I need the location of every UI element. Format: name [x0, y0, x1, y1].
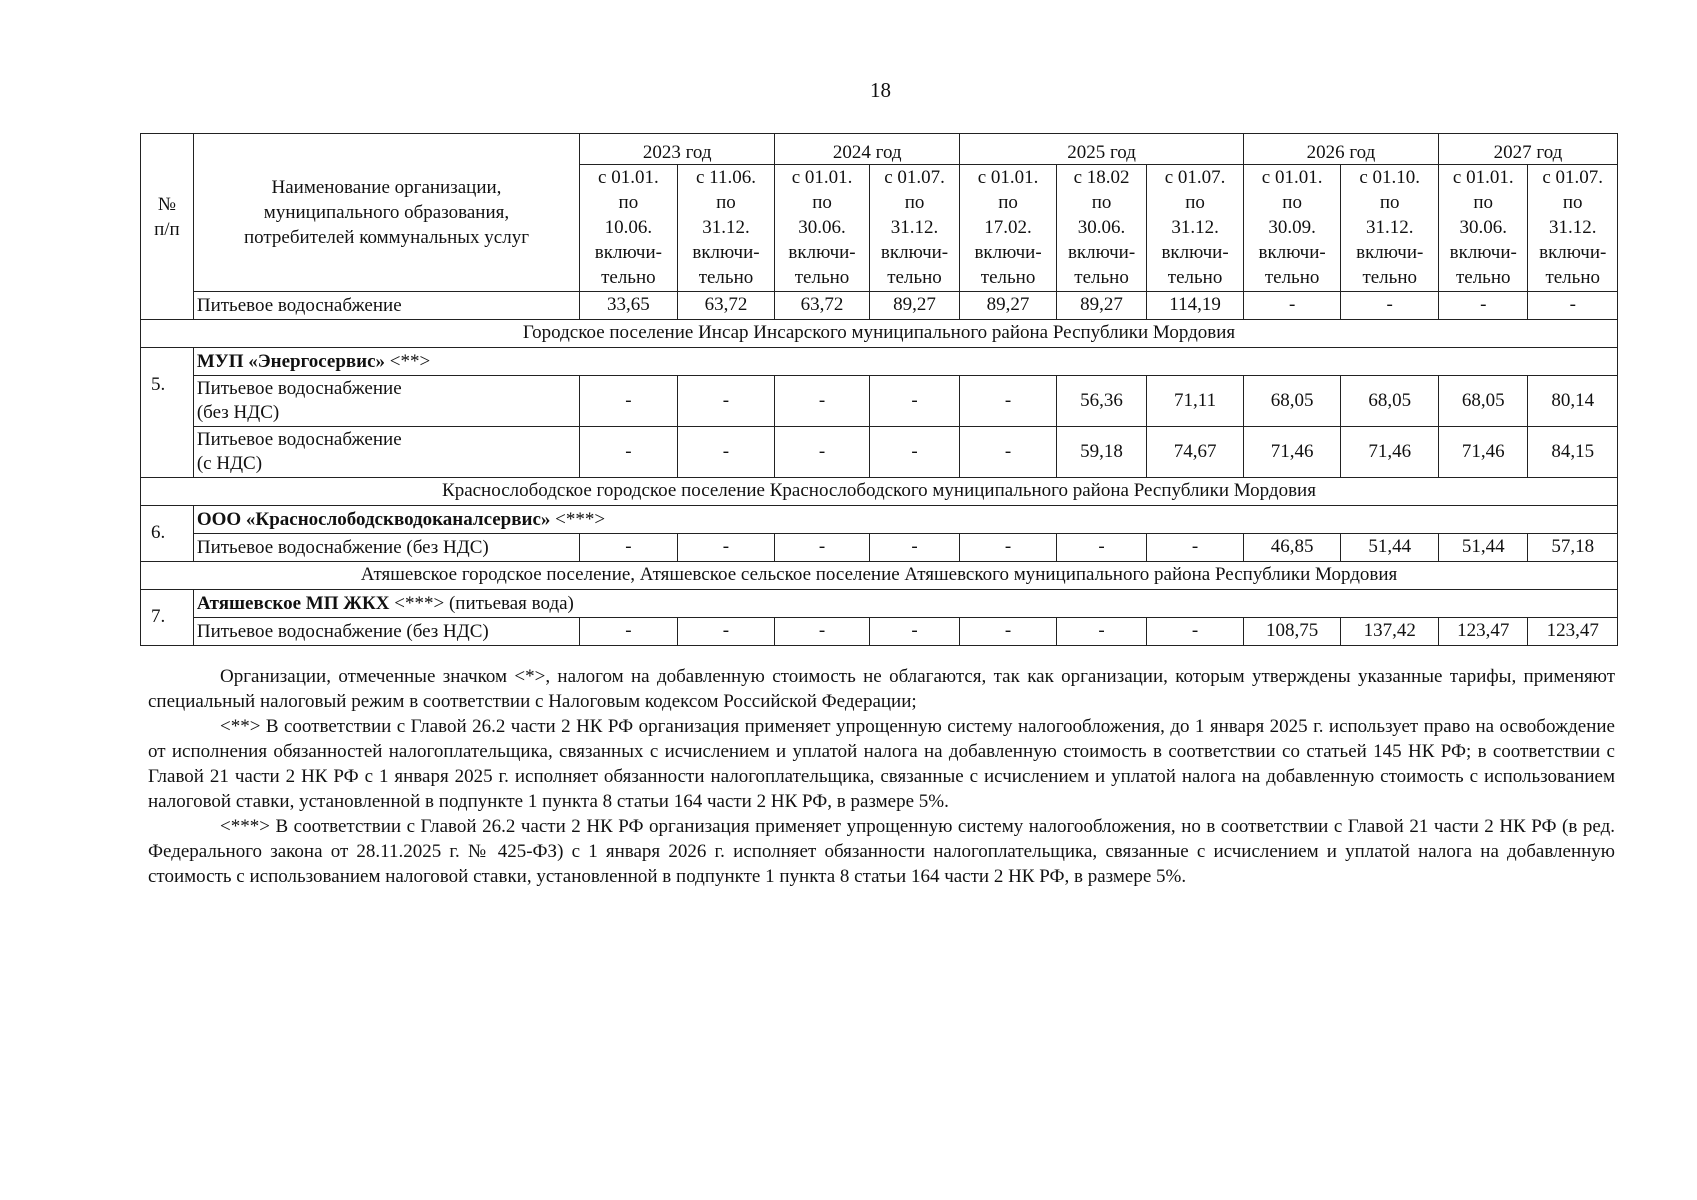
tariff-value: 84,15	[1528, 427, 1618, 478]
period-line: с 01.07.	[1164, 167, 1226, 188]
period-line: включи-	[594, 242, 662, 263]
period-line: по	[812, 192, 832, 213]
tariff-value: 89,27	[1056, 292, 1146, 320]
period-line: тельно	[980, 267, 1036, 288]
period-line: с 18.02	[1073, 167, 1130, 188]
tariff-value: 63,72	[677, 292, 775, 320]
period-header	[1056, 165, 1146, 292]
period-line: 31.12.	[702, 217, 750, 238]
tariff-value: -	[1341, 292, 1439, 320]
tariff-value: -	[775, 534, 870, 562]
tariff-value: 71,46	[1243, 427, 1341, 478]
year-2024: 2024 год	[775, 134, 960, 165]
region-title: Краснослободское городское поселение Краснослободского муниципального района Республики Мордовия	[141, 478, 1618, 506]
tariff-value: -	[1147, 618, 1244, 646]
region-row	[141, 478, 1618, 506]
period-line: тельно	[601, 267, 656, 288]
tariff-value: -	[960, 376, 1057, 427]
row-label: Питьевое водоснабжение (с НДС)	[193, 427, 579, 478]
tariff-value: -	[1056, 618, 1146, 646]
period-line: по	[1379, 192, 1400, 213]
tariff-value: -	[960, 618, 1057, 646]
period-line: по	[1282, 192, 1302, 213]
tariff-value: 68,05	[1439, 376, 1528, 427]
period-line: с 11.06.	[695, 167, 756, 188]
org-name-suffix: <**>	[385, 350, 431, 372]
tariff-value: 68,05	[1341, 376, 1439, 427]
region-title: Городское поселение Инсар Инсарского муниципального района Республики Мордовия	[141, 320, 1618, 348]
tariff-value: -	[677, 534, 775, 562]
tariff-value: -	[960, 534, 1057, 562]
note-1: Организации, отмеченные значком <*>, налогом на добавленную стоимость не облагаются, так как организации, которым утверждены указанные тарифы, применяют специальный налоговый режим в соответствии с Налоговым кодексом Российской Федерации;	[148, 666, 1615, 712]
col-header-number: № п/п	[141, 134, 194, 320]
tariff-value: -	[580, 618, 678, 646]
org-name-suffix: <***> (питьевая вода)	[389, 592, 574, 614]
period-line: тельно	[1362, 267, 1417, 288]
tariff-value: -	[677, 376, 775, 427]
org-name	[193, 506, 1617, 534]
period-line: по	[618, 192, 639, 213]
period-line: по	[1185, 192, 1205, 213]
period-line: тельно	[887, 267, 942, 288]
period-line: по	[716, 192, 736, 213]
region-title: Атяшевское городское поселение, Атяшевское сельское поселение Атяшевского муниципального района Республики Мордовия	[141, 562, 1618, 590]
tariff-value: 56,36	[1056, 376, 1146, 427]
period-line: 17.02.	[984, 217, 1032, 238]
tariff-value: 46,85	[1243, 534, 1341, 562]
period-header	[1341, 165, 1439, 292]
tariff-value: 51,44	[1439, 534, 1528, 562]
period-line: 31.12.	[1548, 217, 1597, 238]
period-line: 31.12.	[1171, 217, 1219, 238]
page-number: 18	[870, 78, 891, 102]
tariff-value: -	[580, 376, 678, 427]
tariff-row	[141, 618, 1618, 646]
period-header	[1147, 165, 1244, 292]
tariff-value: -	[869, 618, 959, 646]
period-header	[775, 165, 870, 292]
org-name-bold: МУП «Энергосервис»	[196, 350, 386, 372]
row-label: Питьевое водоснабжение (без НДС)	[193, 618, 579, 646]
tariff-value: 89,27	[869, 292, 959, 320]
tariff-value: 71,11	[1147, 376, 1244, 427]
period-line: 10.06.	[604, 217, 653, 238]
period-line: по	[1562, 192, 1583, 213]
period-header	[1243, 165, 1341, 292]
period-header	[677, 165, 775, 292]
region-row	[141, 562, 1618, 590]
tariff-value: 80,14	[1528, 376, 1618, 427]
period-header	[580, 165, 678, 292]
tariff-value: 74,67	[1147, 427, 1244, 478]
period-line: по	[1091, 192, 1112, 213]
period-line: тельно	[1167, 267, 1223, 288]
org-row	[141, 590, 1618, 618]
tariff-row	[141, 534, 1618, 562]
row-label: Питьевое водоснабжение (без НДС)	[193, 376, 579, 427]
period-line: тельно	[1545, 267, 1600, 288]
org-row	[141, 348, 1618, 376]
period-line: включи-	[692, 242, 760, 263]
row-label: Питьевое водоснабжение (без НДС)	[193, 534, 579, 562]
org-name-bold: Атяшевское МП ЖКХ	[196, 592, 390, 614]
tariff-row	[141, 376, 1618, 427]
org-name	[193, 348, 1617, 376]
tariff-value: 33,65	[580, 292, 678, 320]
period-line: включи-	[1161, 242, 1229, 263]
period-line: включи-	[1539, 242, 1607, 263]
tariff-value: -	[869, 376, 959, 427]
period-header	[869, 165, 959, 292]
tariff-value: -	[677, 427, 775, 478]
period-line: с 01.01.	[1452, 167, 1514, 188]
period-line: 30.06.	[1077, 217, 1126, 238]
tariff-value: -	[580, 427, 678, 478]
period-line: 31.12.	[890, 217, 939, 238]
tariff-value: -	[580, 534, 678, 562]
tariff-value: -	[960, 427, 1057, 478]
org-number: 6.	[141, 506, 194, 562]
period-header	[960, 165, 1057, 292]
period-line: 31.12.	[1365, 217, 1414, 238]
tariff-value: -	[1528, 292, 1618, 320]
period-line: включи-	[788, 242, 856, 263]
tariff-value: 63,72	[775, 292, 870, 320]
year-2026: 2026 год	[1243, 134, 1438, 165]
tariff-value: 89,27	[960, 292, 1057, 320]
period-line: тельно	[1455, 267, 1511, 288]
period-line: тельно	[1074, 267, 1129, 288]
period-line: с 01.01.	[977, 167, 1039, 188]
tariff-value: -	[1147, 534, 1244, 562]
tariff-value: 114,19	[1147, 292, 1244, 320]
org-name-suffix: <***>	[550, 508, 606, 530]
tariff-value: 59,18	[1056, 427, 1146, 478]
period-line: с 01.07.	[884, 167, 945, 188]
tariff-value: -	[677, 618, 775, 646]
tariff-value: -	[1243, 292, 1341, 320]
period-line: с 01.01.	[598, 167, 659, 188]
period-line: тельно	[1264, 267, 1320, 288]
period-line: тельно	[698, 267, 754, 288]
tariff-row	[141, 427, 1618, 478]
tariff-value: -	[869, 427, 959, 478]
period-line: с 01.10.	[1359, 167, 1421, 188]
period-line: 30.09.	[1268, 217, 1316, 238]
period-line: включи-	[1067, 242, 1136, 263]
tariff-value: 71,46	[1341, 427, 1439, 478]
period-line: по	[1473, 192, 1494, 213]
period-line: включи-	[1449, 242, 1517, 263]
year-2025: 2025 год	[960, 134, 1244, 165]
tariff-value: 51,44	[1341, 534, 1439, 562]
footnotes	[148, 664, 1615, 889]
tariff-value: 137,42	[1341, 618, 1439, 646]
period-line: включи-	[974, 242, 1042, 263]
tariff-value: -	[869, 534, 959, 562]
tariff-value: 108,75	[1243, 618, 1341, 646]
region-row	[141, 320, 1618, 348]
tariff-value: 123,47	[1528, 618, 1618, 646]
org-number: 5.	[141, 348, 194, 478]
period-line: с 01.01.	[1261, 167, 1323, 188]
period-line: тельно	[794, 267, 850, 288]
tariff-value: 71,46	[1439, 427, 1528, 478]
period-line: 30.06.	[1459, 217, 1507, 238]
tariff-value: -	[1439, 292, 1528, 320]
tariff-value: -	[775, 618, 870, 646]
period-line: включи-	[1356, 242, 1424, 263]
org-name-bold: ООО «Краснослободскводоканалсервис»	[196, 508, 551, 530]
org-row	[141, 506, 1618, 534]
year-2027: 2027 год	[1439, 134, 1618, 165]
tariff-table	[140, 133, 1618, 646]
note-2: <**> В соответствии с Главой 26.2 части 2 НК РФ организация применяет упрощенную систему налогообложения, до 1 января 2025 г. использует право на освобождение от исполнения обязанностей налогоплательщика, связанных с исчислением и уплатой налога на добавленную стоимость в соответствии со статьей 145 НК РФ; в соответствии с Главой 21 части 2 НК РФ с 1 января 2025 г. исполняет обязанности налогоплательщика, связанные с исчислением и уплатой налога на добавленную стоимость с использованием налоговой ставки, установленной в подпункте 1 пункта 8 статьи 164 части 2 НК РФ, в размере 5%.	[148, 716, 1615, 812]
period-line: включи-	[1258, 242, 1326, 263]
period-line: с 01.01.	[791, 167, 853, 188]
period-line: по	[998, 192, 1018, 213]
tariff-value: 68,05	[1243, 376, 1341, 427]
tariff-value: 57,18	[1528, 534, 1618, 562]
tariff-value: -	[775, 427, 870, 478]
tariff-value: 123,47	[1439, 618, 1528, 646]
tariff-value: -	[775, 376, 870, 427]
tariff-value: -	[1056, 534, 1146, 562]
period-header	[1528, 165, 1618, 292]
org-number: 7.	[141, 590, 194, 646]
period-line: включи-	[880, 242, 949, 263]
col-header-name: Наименование организации, муниципального образования, потребителей коммунальных услуг	[193, 134, 579, 292]
note-3: <***> В соответствии с Главой 26.2 части 2 НК РФ организация применяет упрощенную систему налогообложения, но в соответствии с Главой 21 части 2 НК РФ (в ред. Федерального закона от 28.11.2025 г. № 425-ФЗ) с 1 января 2026 г. исполняет обязанности налогоплательщика, связанные с исчислением и уплатой налога на добавленную стоимость с использованием налоговой ставки, установленной в подпункте 1 пункта 8 статьи 164 части 2 НК РФ, в размере 5%.	[148, 816, 1615, 887]
year-2023: 2023 год	[580, 134, 775, 165]
period-line: по	[904, 192, 925, 213]
period-header	[1439, 165, 1528, 292]
row-label: Питьевое водоснабжение	[193, 292, 579, 320]
period-line: 30.06.	[798, 217, 846, 238]
org-name	[193, 590, 1617, 618]
period-line: с 01.07.	[1542, 167, 1604, 188]
